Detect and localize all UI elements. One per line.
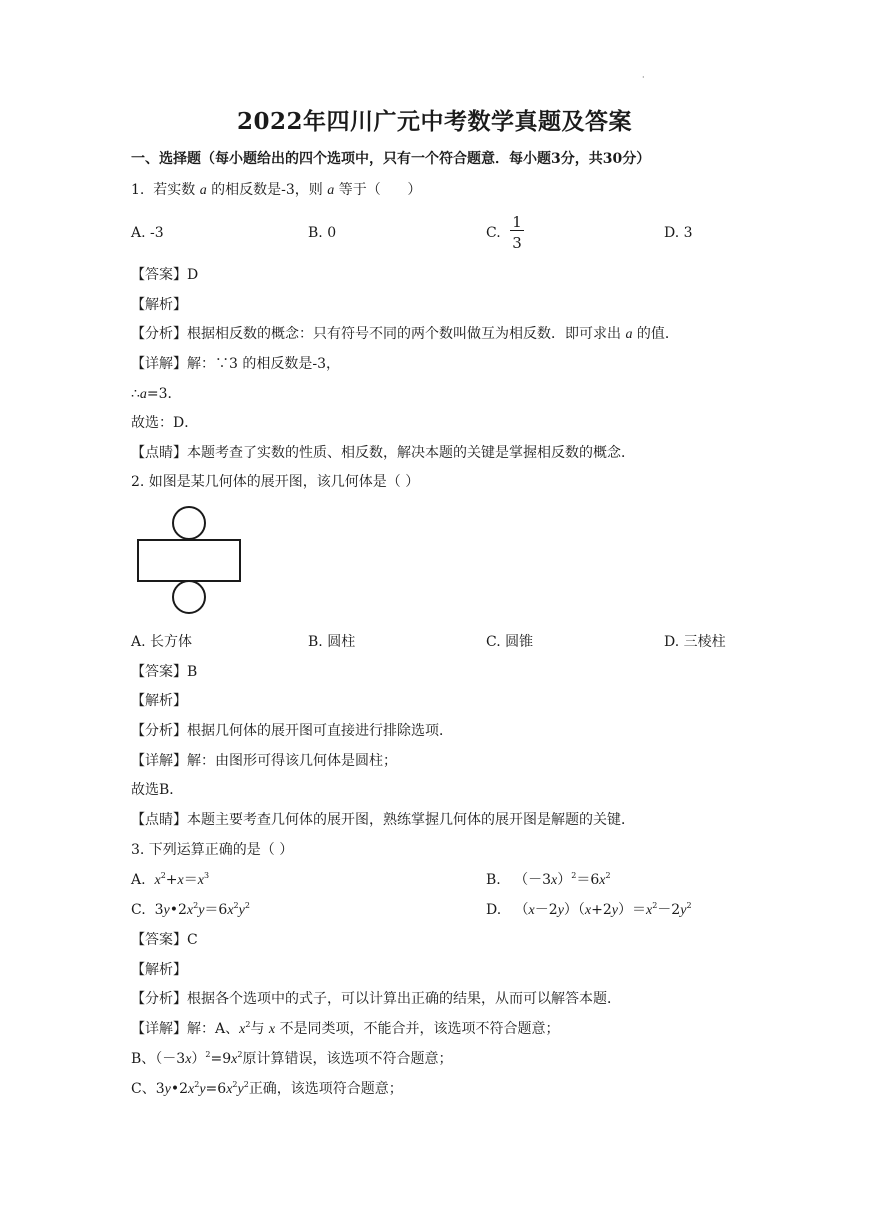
q3-stem: 3. 下列运算正确的是（ ） xyxy=(131,842,294,858)
q2-stem: 2. 如图是某几何体的展开图，该几何体是（ ） xyxy=(131,474,420,490)
q3-xiangjie-suffix: 不是同类项，不能合并，该选项不符合题意； xyxy=(279,1021,560,1037)
q3-option-a-label: A. xyxy=(131,872,146,888)
q3-c-suffix: 正确，该选项符合题意； xyxy=(248,1081,403,1097)
q1-answer: 【答案】D xyxy=(131,267,199,283)
fraction-numerator: 1 xyxy=(512,213,522,231)
q3-c-explanation: C、$3y•2x^2y=6x^2y^2$正确，该选项符合题意； xyxy=(131,1080,403,1097)
q2-option-d: D. 三棱柱 xyxy=(664,634,726,650)
q3-answer: 【答案】C xyxy=(131,932,198,948)
q3-xiangjie-prefix: 【详解】解：A、 xyxy=(131,1021,240,1037)
q1-dianjing: 【点睛】本题考查了实数的性质、相反数，解决本题的关键是掌握相反数的概念． xyxy=(131,445,635,461)
q3-option-c-label: C. xyxy=(131,902,146,918)
net-top-circle xyxy=(173,507,205,539)
q1-stem: 1. 若实数 a 的相反数是-3，则 a 等于（ ） xyxy=(131,182,422,198)
q1-option-b: B. 0 xyxy=(308,225,337,241)
q2-analysis: 【解析】 xyxy=(131,693,187,709)
section-heading: 一、选择题（每小题给出的四个选项中，只有一个符合题意．每小题3分，共30分） xyxy=(131,151,651,167)
q2-choose: 故选B． xyxy=(131,782,184,798)
q2-fenxi: 【分析】根据几何体的展开图可直接进行排除选项． xyxy=(131,723,453,739)
q1-analysis: 【解析】 xyxy=(131,297,187,313)
page-title: 2022年四川广元中考数学真题及答案 xyxy=(236,108,632,135)
q3-option-b: B. $(-3x)^2=6x^2$ xyxy=(486,871,611,888)
q2-option-a: A. 长方体 xyxy=(131,634,193,650)
q2-option-c: C. 圆锥 xyxy=(486,634,534,650)
corner-mark: · xyxy=(642,73,645,82)
q1-choose: 故选：D． xyxy=(131,415,199,431)
q3-analysis: 【解析】 xyxy=(131,962,187,978)
q3-b-explanation: B、$(-3x)^2=9x^2$原计算错误，该选项不符合题意； xyxy=(131,1050,453,1067)
q3-option-b-label: B. xyxy=(486,872,501,888)
q3-option-a: A. $x^2+x=x^3$ xyxy=(131,871,210,888)
q1-xiangjie: 【详解】解：∵3 的相反数是-3， xyxy=(131,356,340,372)
q2-answer: 【答案】B xyxy=(131,664,198,680)
q3-option-c: C. $3y•2x^2y=6x^2y^2$ xyxy=(131,901,250,918)
q1-option-c-label: C. xyxy=(486,225,501,241)
q2-option-b: B. 圆柱 xyxy=(308,634,356,650)
q2-xiangjie: 【详解】解：由图形可得该几何体是圆柱； xyxy=(131,753,397,769)
cylinder-net-figure xyxy=(134,504,244,616)
q1-option-d: D. 3 xyxy=(664,225,693,241)
q3-option-d-label: D. xyxy=(486,902,502,918)
q2-dianjing: 【点睛】本题主要考查几何体的展开图，熟练掌握几何体的展开图是解题的关键． xyxy=(131,812,635,828)
q1-option-a: A. -3 xyxy=(131,225,164,241)
q1-fenxi: 【分析】根据相反数的概念：只有符号不同的两个数叫做互为相反数．即可求出 a 的值． xyxy=(131,326,679,342)
q1-option-c-fraction xyxy=(510,213,524,252)
q3-option-d: D. $(x-2y)(x+2y)=x^2-2y^2$ xyxy=(486,901,692,918)
fraction-denominator: 3 xyxy=(512,234,522,252)
net-bottom-circle xyxy=(173,581,205,613)
net-rectangle xyxy=(138,540,240,581)
q1-therefore: ∴a=3． xyxy=(131,386,182,402)
q3-b-suffix: 原计算错误，该选项不符合题意； xyxy=(242,1051,453,1067)
q3-xiangjie: 【详解】解：A、$x^2$与 x 不是同类项，不能合并，该选项不符合题意； xyxy=(131,1020,560,1037)
q3-fenxi: 【分析】根据各个选项中的式子，可以计算出正确的结果，从而可以解答本题． xyxy=(131,991,621,1007)
